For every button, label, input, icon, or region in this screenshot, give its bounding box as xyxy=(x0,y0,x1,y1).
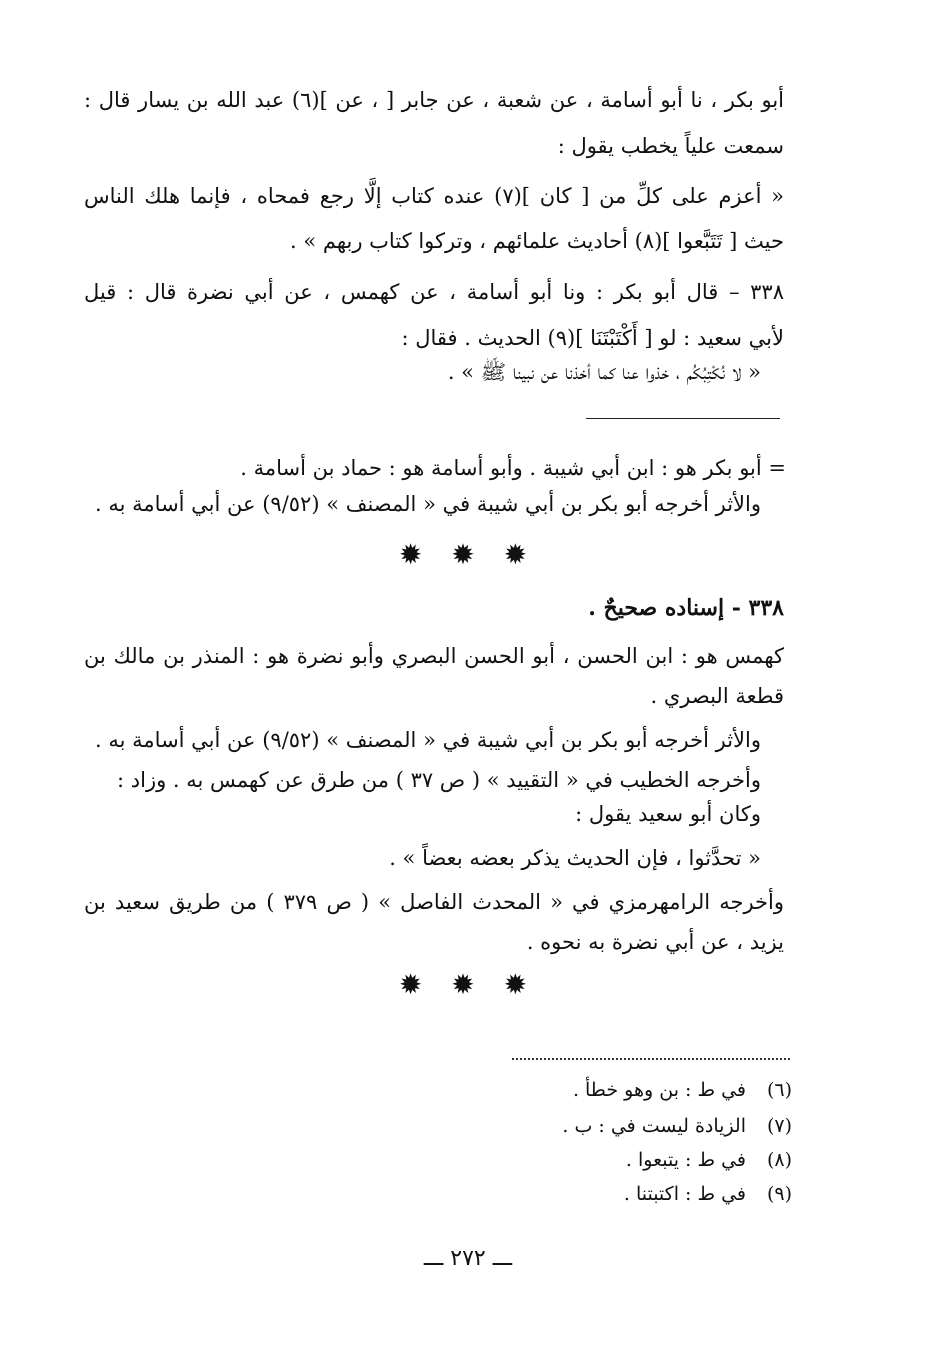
commentary-top-line-2: والأثر أخرجه أبو بكر بن أبي شيبة في « المصنف » (٩/٥٢) عن أبي أسامة به . xyxy=(95,492,761,516)
commentary-line-7: وأخرجه الرامهرمزي في « المحدث الفاصل » ( ص ٣٧٩ ) من طريق سعيد بن xyxy=(84,890,784,914)
footnote-number-9: (٩) xyxy=(766,1183,792,1205)
commentary-line-4: وأخرجه الخطيب في « التقييد » ( ص ٣٧ ) من طرق عن كهمس به . وزاد : xyxy=(117,768,761,792)
main-text-line-6: لأبي سعيد : لو [ أَكْتَبْتَنَا ](٩) الحديث . فقال : xyxy=(401,326,784,350)
footnote-text-7: الزيادة ليست في : ب . xyxy=(562,1115,746,1137)
footnote-text-8: في ط : يتبعوا . xyxy=(625,1149,746,1171)
commentary-line-1: كهمس هو : ابن الحسن ، أبو الحسن البصري وأبو نضرة هو : المنذر بن مالك بن xyxy=(84,644,784,668)
separator-stars-1: ✹ ✹ ✹ xyxy=(398,538,538,571)
commentary-line-2: قطعة البصري . xyxy=(650,684,784,708)
footnote-number-6: (٦) xyxy=(766,1079,792,1101)
footnote-text-6: في ط : بن وهو خطأ . xyxy=(572,1079,746,1101)
text-commentary-rule xyxy=(586,418,780,419)
main-text-line-3: « أعزم على كلِّ من [ كان ](٧) عنده كتاب إلَّا رجع فمحاه ، فإنما هلك الناس xyxy=(84,184,785,208)
footnote-number-7: (٧) xyxy=(766,1115,792,1137)
main-text-line-7: « لا نُكْتِبُكُم ، خذوا عنا كما أخذنا عن نبينا ﷺ » . xyxy=(447,360,761,384)
commentary-line-5: وكان أبو سعيد يقول : xyxy=(575,802,761,826)
commentary-line-6: « تحدَّثوا ، فإن الحديث يذكر بعضه بعضاً » . xyxy=(389,846,761,870)
main-text-line-5: ٣٣٨ – قال أبو بكر : ونا أبو أسامة ، عن كهمس ، عن أبي نضرة قال : قيل xyxy=(84,280,784,304)
commentary-top-line-1: = أبو بكر هو : ابن أبي شيبة . وأبو أسامة هو : حماد بن أسامة . xyxy=(240,456,786,480)
main-text-line-4: حيث [ تَتَبَّعوا ](٨) أحاديث علمائهم ، وتركوا كتاب ربهم » . xyxy=(289,229,784,253)
page-number: ـــ ٢٧٢ ـــ xyxy=(423,1246,513,1271)
separator-stars-2: ✹ ✹ ✹ xyxy=(398,968,538,1001)
commentary-line-8: يزيد ، عن أبي نضرة به نحوه . xyxy=(526,930,784,954)
footnote-separator xyxy=(512,1058,790,1060)
commentary-line-3: والأثر أخرجه أبو بكر بن أبي شيبة في « المصنف » (٩/٥٢) عن أبي أسامة به . xyxy=(95,728,761,752)
main-text-line-2: سمعت علياً يخطب يقول : xyxy=(557,134,784,158)
footnote-text-9: في ط : اكتبتنا . xyxy=(623,1183,746,1205)
main-text-line-1: أبو بكر ، نا أبو أسامة ، عن شعبة ، عن جابر [ ، عن ](٦) عبد الله بن يسار قال : xyxy=(84,88,784,112)
footnote-number-8: (٨) xyxy=(766,1149,792,1171)
section-heading: ٣٣٨ - إسناده صحيحٌ . xyxy=(588,595,784,621)
